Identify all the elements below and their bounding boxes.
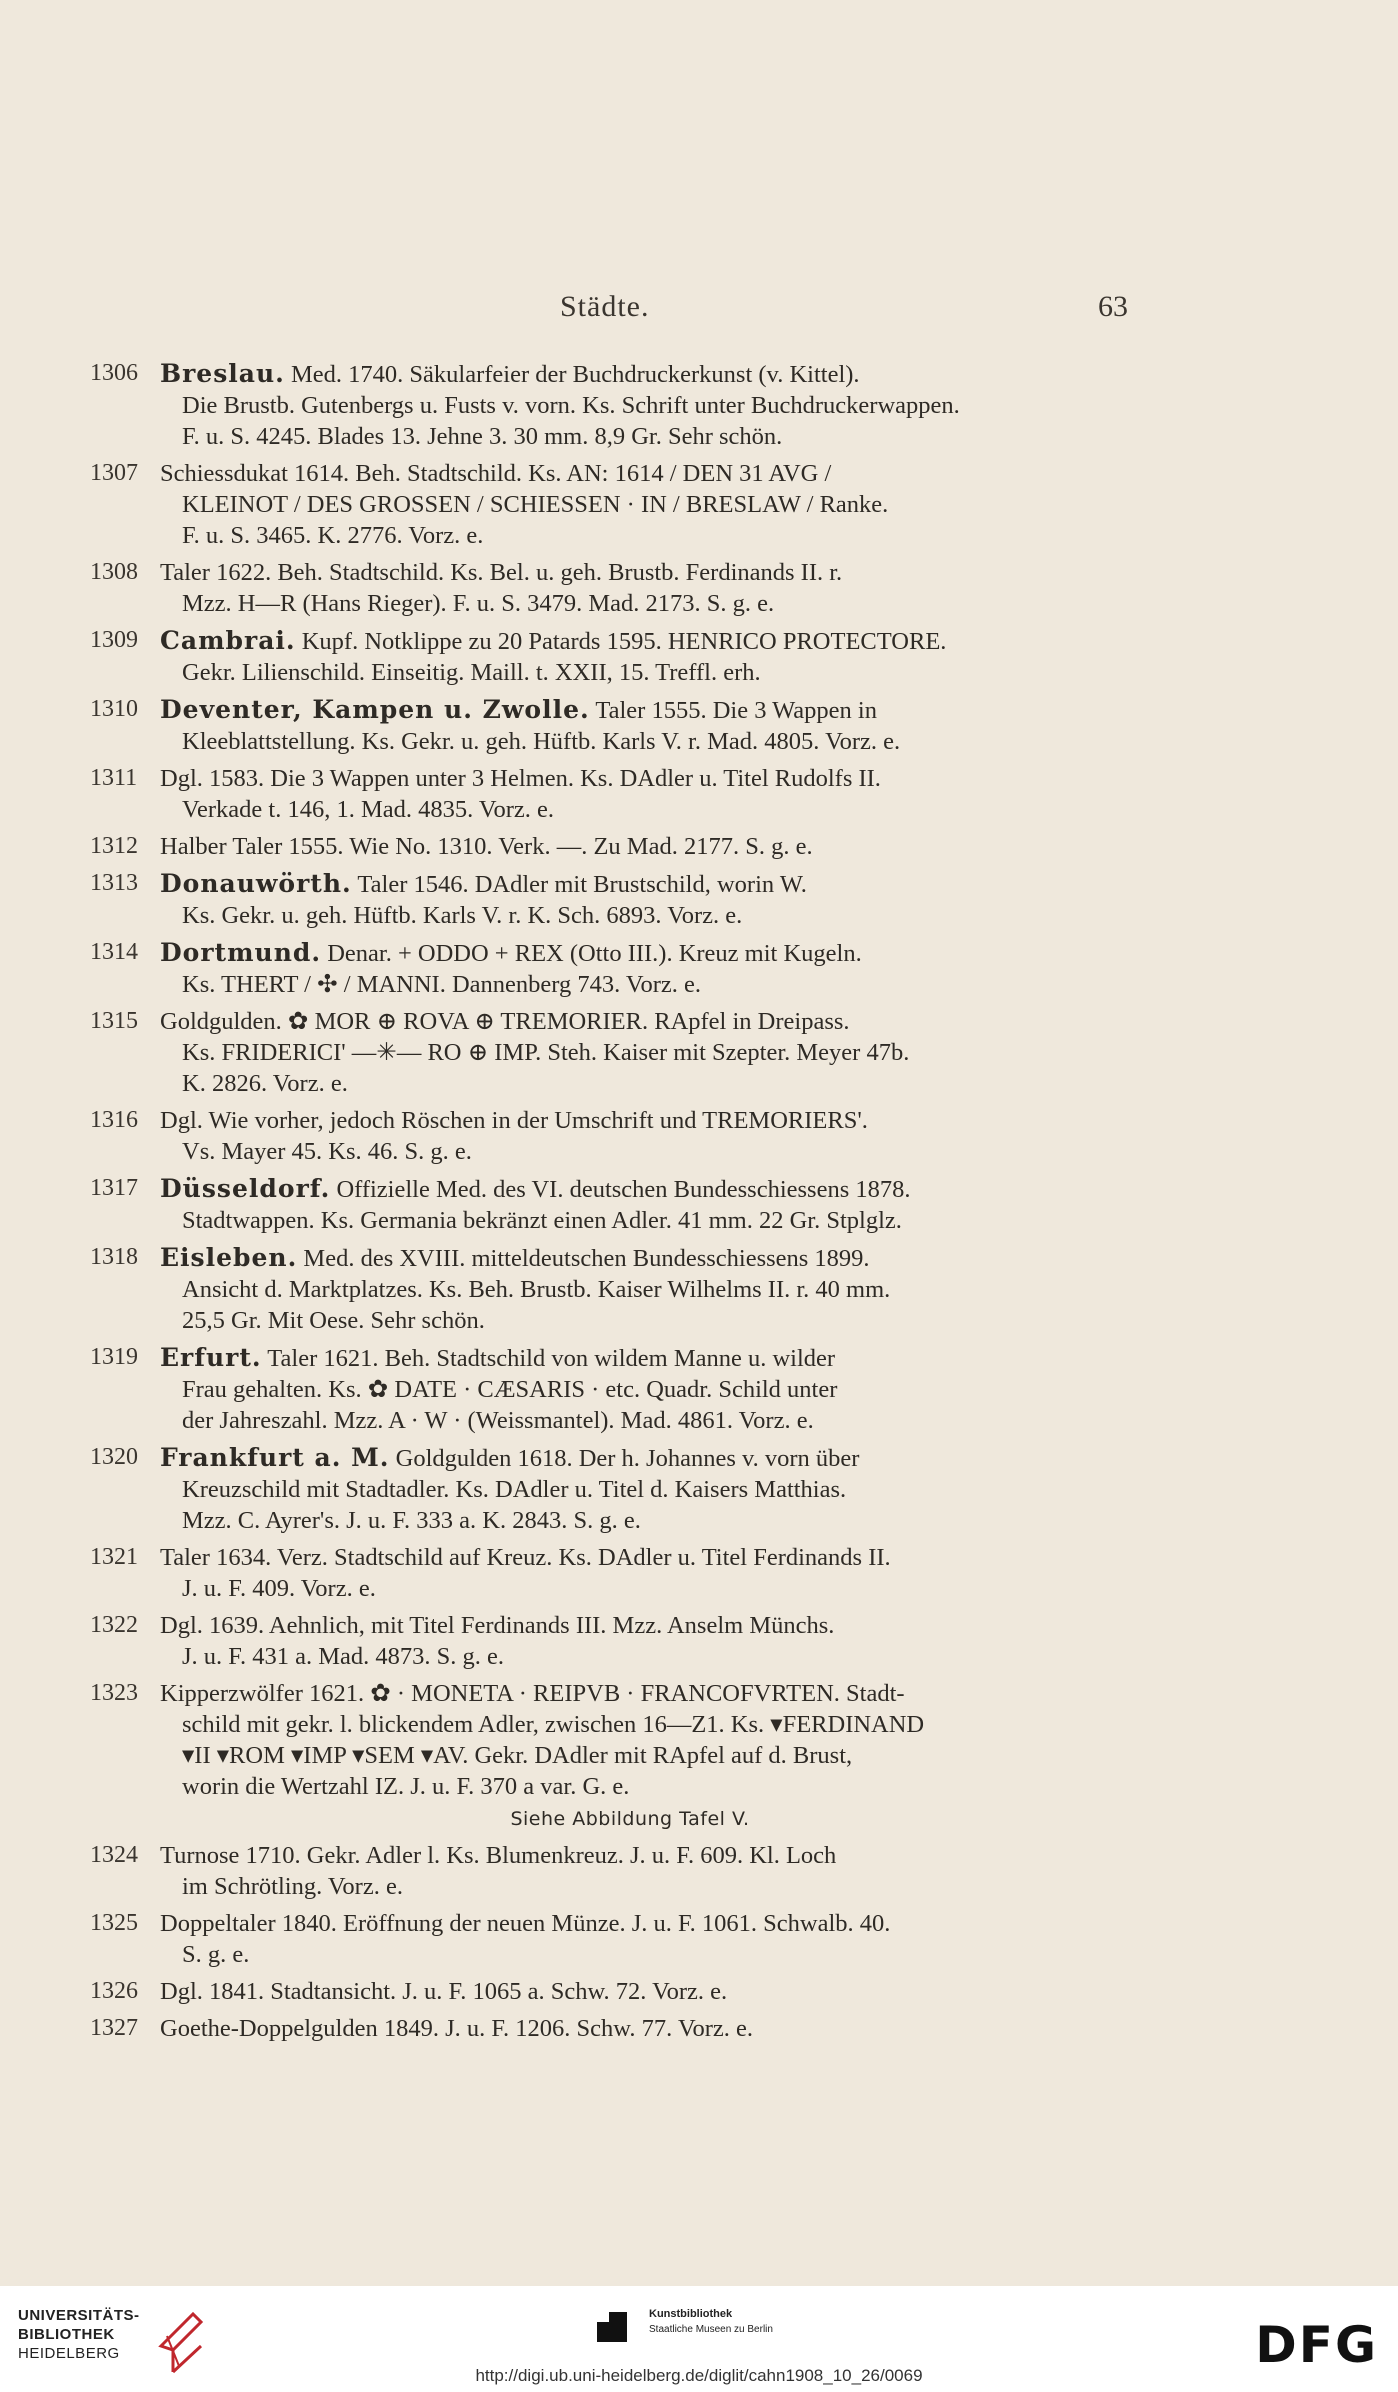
entry-text: Turnose 1710. Gekr. Adler l. Ks. Blumenkreuz. J. u. F. 609. Kl. Loch [160,1842,837,1869]
entry-text: Taler 1546. DAdler mit Brustschild, worin W. [351,871,807,898]
footer-bar [0,2286,1398,2392]
entry-text: 25,5 Gr. Mit Oese. Sehr schön. [182,1307,485,1334]
entry-number: 1314 [90,939,138,965]
catalog-entry [90,1242,1130,1336]
entry-number: 1326 [90,1978,138,2004]
entry-line [160,1242,1130,1274]
entry-line [160,557,1130,588]
entry-line [182,1771,1130,1802]
catalog-entries [90,358,1130,2050]
entry-line [160,1840,1130,1871]
entry-line [182,1505,1130,1536]
entry-line [182,657,1130,688]
entry-number: 1321 [90,1544,138,1570]
catalog-entry [90,358,1130,452]
entry-line [160,1542,1130,1573]
running-title: Städte. [560,290,650,323]
entry-number: 1322 [90,1612,138,1638]
entry-line [182,1037,1130,1068]
entry-text: Ansicht d. Marktplatzes. Ks. Beh. Brustb. Kaiser Wilhelms II. r. 40 mm. [182,1276,891,1303]
entry-number: 1323 [90,1680,138,1706]
dfg-logo[interactable]: DFG [1255,2316,1378,2374]
entry-number: 1310 [90,696,138,722]
page-header [0,290,1398,330]
entry-line [182,520,1130,551]
entry-line [182,1709,1130,1740]
entry-text: Ks. Gekr. u. geh. Hüftb. Karls V. r. K. Sch. 6893. Vorz. e. [182,902,743,929]
place-name: Deventer, Kampen u. Zwolle. [160,695,590,724]
entry-text: Ks. THERT / ✣ / MANNI. Dannenberg 743. Vorz. e. [182,971,701,998]
catalog-entry [90,1610,1130,1672]
entry-text: Dgl. 1583. Die 3 Wappen unter 3 Helmen. Ks. DAdler u. Titel Rudolfs II. [160,765,881,792]
place-name: Dortmund. [160,938,322,967]
entry-text: S. g. e. [182,1941,250,1968]
entry-line [182,1939,1130,1970]
catalog-entry [90,937,1130,1000]
entry-text: Kipperzwölfer 1621. ✿ · MONETA · REIPVB · FRANCOFVRTEN. Stadt- [160,1680,905,1707]
entry-number: 1319 [90,1344,138,1370]
entry-text: Dgl. 1841. Stadtansicht. J. u. F. 1065 a. Schw. 72. Vorz. e. [160,1978,728,2005]
entry-line [160,625,1130,657]
entry-text: ▾II ▾ROM ▾IMP ▾SEM ▾AV. Gekr. DAdler mit RApfel auf d. Brust, [182,1742,853,1769]
entry-number: 1316 [90,1107,138,1133]
kunstbibliothek-logo[interactable] [597,2308,837,2348]
source-url-link[interactable]: http://digi.ub.uni-heidelberg.de/diglit/cahn1908_10_26/0069 [475,2366,923,2385]
catalog-entry [90,1006,1130,1099]
catalog-entry [90,763,1130,825]
entry-number: 1327 [90,2015,138,2041]
entry-number: 1308 [90,559,138,585]
catalog-entry [90,868,1130,931]
entry-line [160,1006,1130,1037]
entry-number: 1311 [90,765,138,791]
entry-line [182,1641,1130,1672]
entry-text: Halber Taler 1555. Wie No. 1310. Verk. —. Zu Mad. 2177. S. g. e. [160,833,813,860]
entry-line [160,1908,1130,1939]
entry-line [182,1305,1130,1336]
entry-text: Kupf. Notklippe zu 20 Patards 1595. HENRICO PROTECTORE. [295,628,947,655]
entry-number: 1318 [90,1244,138,1270]
catalog-entry [90,1976,1130,2007]
entry-line [160,868,1130,900]
illustration-note: Siehe Abbildung Tafel V. [510,1808,750,1830]
entry-number: 1320 [90,1444,138,1470]
entry-line [182,1374,1130,1405]
catalog-entry [90,1678,1130,1802]
entry-text: Denar. + ODDO + REX (Otto III.). Kreuz mit Kugeln. [321,940,862,967]
entry-text: Gekr. Lilienschild. Einseitig. Maill. t. XXII, 15. Treffl. erh. [182,659,761,686]
entry-text: K. 2826. Vorz. e. [182,1070,348,1097]
entry-text: Schiessdukat 1614. Beh. Stadtschild. Ks. AN: 1614 / DEN 31 AVG / [160,460,832,487]
kunstbibliothek-emblem-icon [597,2308,635,2346]
entry-line [160,2013,1130,2044]
entry-text: Med. 1740. Säkularfeier der Buchdruckerkunst (v. Kittel). [284,361,860,388]
entry-number: 1317 [90,1175,138,1201]
entry-number: 1309 [90,627,138,653]
place-name: Erfurt. [160,1343,262,1372]
entry-text: Doppeltaler 1840. Eröffnung der neuen Münze. J. u. F. 1061. Schwalb. 40. [160,1910,891,1937]
catalog-entry [90,1342,1130,1436]
entry-text: Ks. FRIDERICI' —✳— RO ⊕ IMP. Steh. Kaiser mit Szepter. Meyer 47b. [182,1039,910,1066]
entry-line [160,1976,1130,2007]
kb-logo-line2: Staatliche Museen zu Berlin [649,2324,773,2335]
catalog-entry [90,1173,1130,1236]
entry-line [182,794,1130,825]
entry-line [160,694,1130,726]
entry-text: Verkade t. 146, 1. Mad. 4835. Vorz. e. [182,796,554,823]
entry-text: Stadtwappen. Ks. Germania bekränzt einen Adler. 41 mm. 22 Gr. Stplglz. [182,1207,902,1234]
entry-number: 1306 [90,360,138,386]
entry-line [182,1405,1130,1436]
entry-number: 1315 [90,1008,138,1034]
entry-text: Vs. Mayer 45. Ks. 46. S. g. e. [182,1138,472,1165]
uni-logo-line2: BIBLIOTHEK [18,2326,115,2343]
place-name: Breslau. [160,359,285,388]
entry-line [160,1678,1130,1709]
entry-line [160,458,1130,489]
place-name: Donauwörth. [160,869,352,898]
entry-line [182,1474,1130,1505]
catalog-entry [90,1840,1130,1902]
entry-line [182,1274,1130,1305]
entry-line [160,763,1130,794]
entry-number: 1324 [90,1842,138,1868]
entry-line [182,1871,1130,1902]
entry-text: im Schrötling. Vorz. e. [182,1873,403,1900]
uni-logo-line1: UNIVERSITÄTS- [18,2307,140,2324]
entry-line [182,489,1130,520]
uni-logo-line3: HEIDELBERG [18,2345,120,2362]
entry-line [182,390,1130,421]
entry-text: Kleeblattstellung. Ks. Gekr. u. geh. Hüftb. Karls V. r. Mad. 4805. Vorz. e. [182,728,901,755]
place-name: Cambrai. [160,626,296,655]
entry-text: Dgl. Wie vorher, jedoch Röschen in der Umschrift und TREMORIERS'. [160,1107,868,1134]
catalog-entry [90,694,1130,757]
catalog-entry [90,458,1130,551]
entry-line [160,1105,1130,1136]
entry-text: Taler 1555. Die 3 Wappen in [589,697,877,724]
entry-line [182,588,1130,619]
entry-line [160,831,1130,862]
entry-line [160,1342,1130,1374]
entry-text: Kreuzschild mit Stadtadler. Ks. DAdler u. Titel d. Kaisers Matthias. [182,1476,847,1503]
entry-text: Dgl. 1639. Aehnlich, mit Titel Ferdinands III. Mzz. Anselm Münchs. [160,1612,835,1639]
entry-number: 1313 [90,870,138,896]
entry-text: Offizielle Med. des VI. deutschen Bundesschiessens 1878. [330,1176,911,1203]
entry-text: J. u. F. 409. Vorz. e. [182,1575,376,1602]
entry-line [182,1068,1130,1099]
entry-line [160,1610,1130,1641]
entry-text: Goldgulden 1618. Der h. Johannes v. vorn über [389,1445,860,1472]
entry-line [160,358,1130,390]
entry-line [160,937,1130,969]
entry-line [182,1573,1130,1604]
catalog-entry [90,1442,1130,1536]
kb-logo-line1: Kunstbibliothek [649,2308,733,2320]
place-name: Eisleben. [160,1243,298,1272]
catalog-entry [90,831,1130,862]
entry-text: Med. des XVIII. mitteldeutschen Bundesschiessens 1899. [297,1245,870,1272]
catalog-entry [90,1908,1130,1970]
catalog-entry [90,557,1130,619]
entry-text: F. u. S. 3465. K. 2776. Vorz. e. [182,522,484,549]
entry-line [182,726,1130,757]
entry-line [182,1740,1130,1771]
entry-line [182,421,1130,452]
entry-text: Frau gehalten. Ks. ✿ DATE · CÆSARIS · etc. Quadr. Schild unter [182,1376,838,1403]
entry-text: schild mit gekr. l. blickendem Adler, zwischen 16—Z1. Ks. ▾FERDINAND [182,1711,925,1738]
entry-number: 1312 [90,833,138,859]
entry-line [182,1205,1130,1236]
entry-line [160,1173,1130,1205]
page-number: 63 [1098,290,1128,323]
entry-text: Mzz. C. Ayrer's. J. u. F. 333 a. K. 2843. S. g. e. [182,1507,641,1534]
entry-text: Goldgulden. ✿ MOR ⊕ ROVA ⊕ TREMORIER. RApfel in Dreipass. [160,1008,850,1035]
entry-text: J. u. F. 431 a. Mad. 4873. S. g. e. [182,1643,504,1670]
entry-text: Die Brustb. Gutenbergs u. Fusts v. vorn. Ks. Schrift unter Buchdruckerwappen. [182,392,960,419]
entry-text: Goethe-Doppelgulden 1849. J. u. F. 1206. Schw. 77. Vorz. e. [160,2015,754,2042]
entry-text: Mzz. H—R (Hans Rieger). F. u. S. 3479. Mad. 2173. S. g. e. [182,590,775,617]
entry-text: Taler 1622. Beh. Stadtschild. Ks. Bel. u. geh. Brustb. Ferdinands II. r. [160,559,843,586]
catalog-entry [90,625,1130,688]
catalog-entry [90,1542,1130,1604]
entry-text: worin die Wertzahl IZ. J. u. F. 370 a var. G. e. [182,1773,630,1800]
entry-text: Taler 1621. Beh. Stadtschild von wildem Manne u. wilder [261,1345,836,1372]
entry-number: 1307 [90,460,138,486]
entry-text: KLEINOT / DES GROSSEN / SCHIESSEN · IN / BRESLAW / Ranke. [182,491,889,518]
catalog-entry [90,1105,1130,1167]
entry-text: Taler 1634. Verz. Stadtschild auf Kreuz. Ks. DAdler u. Titel Ferdinands II. [160,1544,891,1571]
place-name: Frankfurt a. M. [160,1443,390,1472]
entry-line [160,1442,1130,1474]
entry-line [182,1136,1130,1167]
entry-number: 1325 [90,1910,138,1936]
entry-line [182,969,1130,1000]
entry-line [182,900,1130,931]
catalog-entry [90,2013,1130,2044]
entry-text: F. u. S. 4245. Blades 13. Jehne 3. 30 mm. 8,9 Gr. Sehr schön. [182,423,783,450]
place-name: Düsseldorf. [160,1174,331,1203]
entry-text: der Jahreszahl. Mzz. A · W · (Weissmantel). Mad. 4861. Vorz. e. [182,1407,814,1434]
